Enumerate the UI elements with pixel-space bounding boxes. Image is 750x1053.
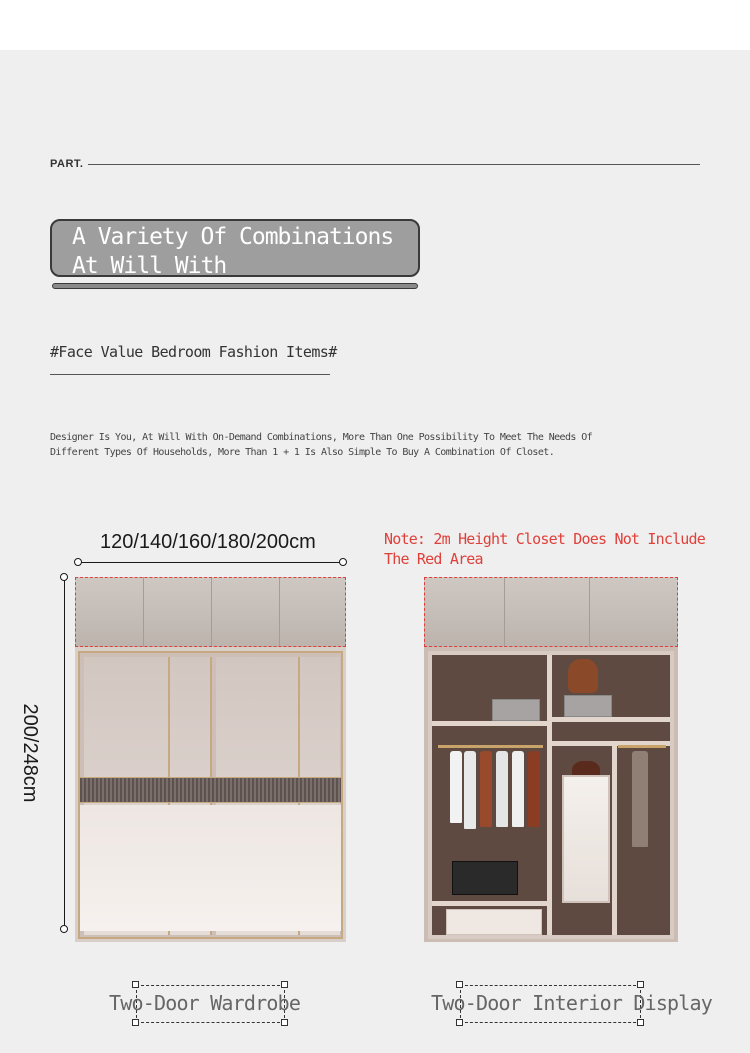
height-note [384,529,724,569]
height-start-dot [60,573,68,581]
center-divider [547,655,552,935]
title-badge [50,219,420,277]
wardrobe-interior [428,651,674,939]
description-line-2: Different Types Of Households, More Than 1 + 1 Is Also Simple To Buy A Combination Of Closet. [50,447,555,458]
shelf [432,901,547,906]
red-area-marker [75,577,346,647]
height-dimension-label: 200/248cm [19,703,41,803]
height-dimension-line [64,577,65,929]
hanging-shirt [464,751,476,829]
swivel-mirror [562,775,610,903]
wardrobe-caption: Two-Door Wardrobe [109,991,301,1015]
tagline: #Face Value Bedroom Fashion Items# [50,343,337,361]
width-end-dot [339,558,347,566]
hanging-shirt [480,751,492,827]
title-line-2: At Will With [72,253,227,279]
suitcase [452,861,518,895]
part-header [50,158,700,170]
frame-handle [637,981,644,988]
frame-handle [281,1019,288,1026]
frame-handle [132,981,139,988]
shelf [432,721,547,726]
description [50,430,700,460]
storage-box [564,695,612,717]
width-start-dot [74,558,82,566]
interior-display-image [424,577,678,942]
handbag [568,659,598,693]
height-end-dot [60,925,68,933]
glass-strip [80,777,341,803]
wardrobe-frame [78,651,343,939]
hanging-shirt [496,751,508,827]
title-text [72,223,393,281]
drawer [446,909,542,935]
hanging-shirt [512,751,524,827]
frame-handle [637,1019,644,1026]
hanging-rod [438,745,543,748]
interior-caption: Two-Door Interior Display [431,991,713,1015]
note-line-1: Note: 2m Height Closet Does Not Include [384,530,706,548]
title-underbar [52,283,418,289]
title-line-1: A Variety Of Combinations [72,224,394,250]
door-lower-panel [80,805,341,931]
tagline-divider [50,374,330,375]
red-area-marker [424,577,678,647]
frame-handle [456,1019,463,1026]
frame-handle [281,981,288,988]
two-door-wardrobe-image [75,577,346,942]
description-line-1: Designer Is You, At Will With On-Demand Combinations, More Than One Possibility To Meet The Needs Of [50,432,593,443]
note-line-2: The Red Area [384,550,483,568]
part-label: PART. [50,158,84,170]
shelf [552,717,670,722]
right-divider [612,741,617,935]
frame-handle [132,1019,139,1026]
hanging-shirt [450,751,462,823]
width-dimension-line [78,562,344,563]
hanging-rod [618,745,666,748]
frame-handle [456,981,463,988]
storage-box [492,699,540,721]
width-dimension-label: 120/140/160/180/200cm [100,531,316,553]
hanging-coat [632,751,648,847]
hanging-shirt [528,751,540,827]
part-divider [88,164,700,165]
